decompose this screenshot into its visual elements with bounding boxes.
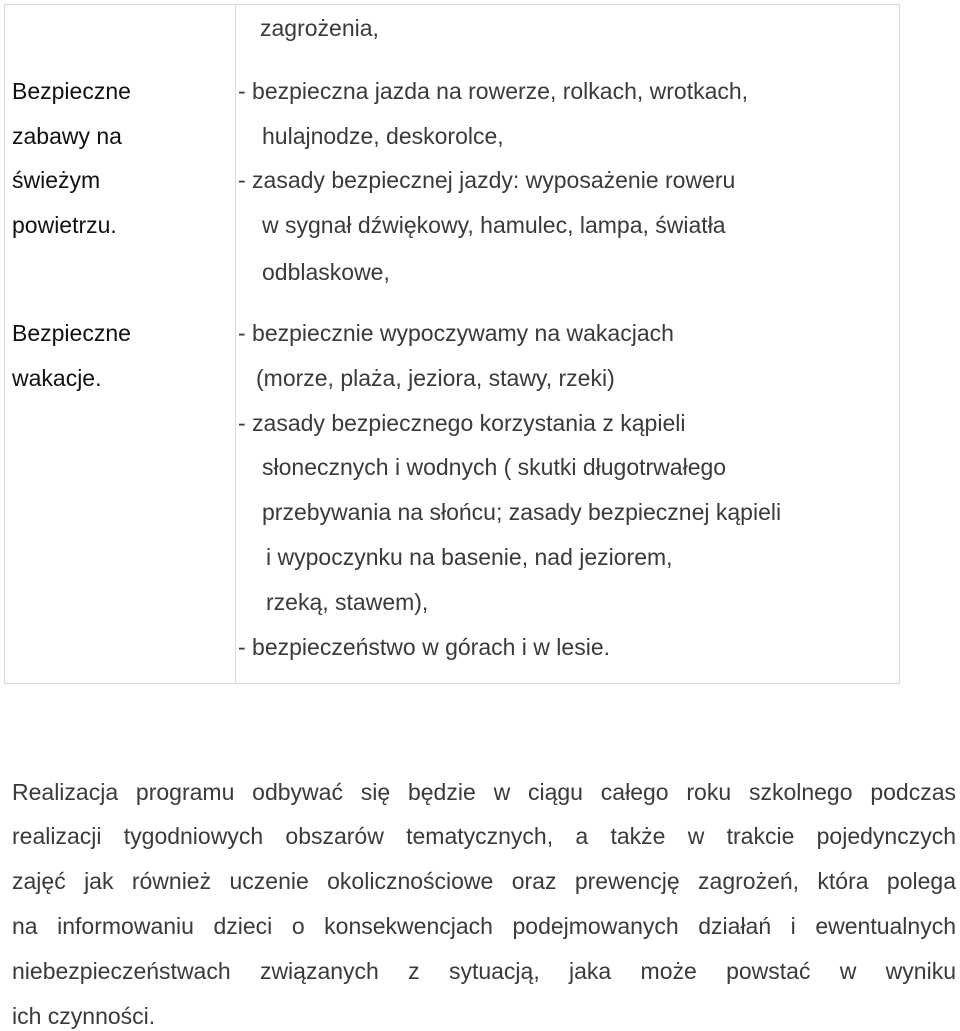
paragraph-line: zajęć jak również uczenie okolicznościowe oraz prewencję zagrożeń, która polega bbox=[12, 868, 956, 894]
content-line: (morze, plaża, jeziora, stawy, rzeki) bbox=[256, 365, 615, 391]
topic-line: Bezpieczne bbox=[12, 320, 131, 346]
paragraph-line: ich czynności. bbox=[12, 1003, 156, 1029]
content-line: przebywania na słońcu; zasady bezpiecznej kąpieli bbox=[262, 499, 782, 525]
content-line: - bezpieczeństwo w górach i w lesie. bbox=[238, 634, 610, 660]
topic-line: zabawy na bbox=[12, 123, 122, 149]
column-divider bbox=[235, 5, 236, 683]
content-line: - zasady bezpiecznej jazdy: wyposażenie roweru bbox=[238, 167, 736, 193]
topic-line: wakacje. bbox=[12, 365, 102, 391]
content-line: w sygnał dźwiękowy, hamulec, lampa, światła bbox=[262, 212, 726, 238]
content-line: odblaskowe, bbox=[262, 259, 390, 285]
content-line: słonecznych i wodnych ( skutki długotrwałego bbox=[262, 454, 727, 480]
paragraph-line: na informowaniu dzieci o konsekwencjach podejmowanych działań i ewentualnych bbox=[12, 913, 956, 939]
content-line: rzeką, stawem), bbox=[266, 589, 429, 615]
content-line: hulajnodze, deskorolce, bbox=[262, 123, 504, 149]
topic-line: Bezpieczne bbox=[12, 78, 131, 104]
content-line: i wypoczynku na basenie, nad jeziorem, bbox=[266, 544, 673, 570]
content-line: - zasady bezpiecznego korzystania z kąpieli bbox=[238, 410, 686, 436]
paragraph-line: realizacji tygodniowych obszarów tematycznych, a także w trakcie pojedynczych bbox=[12, 823, 956, 849]
topic-line: powietrzu. bbox=[12, 212, 117, 238]
topic-line: świeżym bbox=[12, 167, 101, 193]
paragraph-line: niebezpieczeństwach związanych z sytuacją, jaka może powstać w wyniku bbox=[12, 958, 956, 984]
content-line: - bezpiecznie wypoczywamy na wakacjach bbox=[238, 320, 674, 346]
content-line: zagrożenia, bbox=[260, 15, 379, 41]
paragraph-line: Realizacja programu odbywać się będzie w ciągu całego roku szkolnego podczas bbox=[12, 779, 956, 805]
content-line: - bezpieczna jazda na rowerze, rolkach, wrotkach, bbox=[238, 78, 749, 104]
